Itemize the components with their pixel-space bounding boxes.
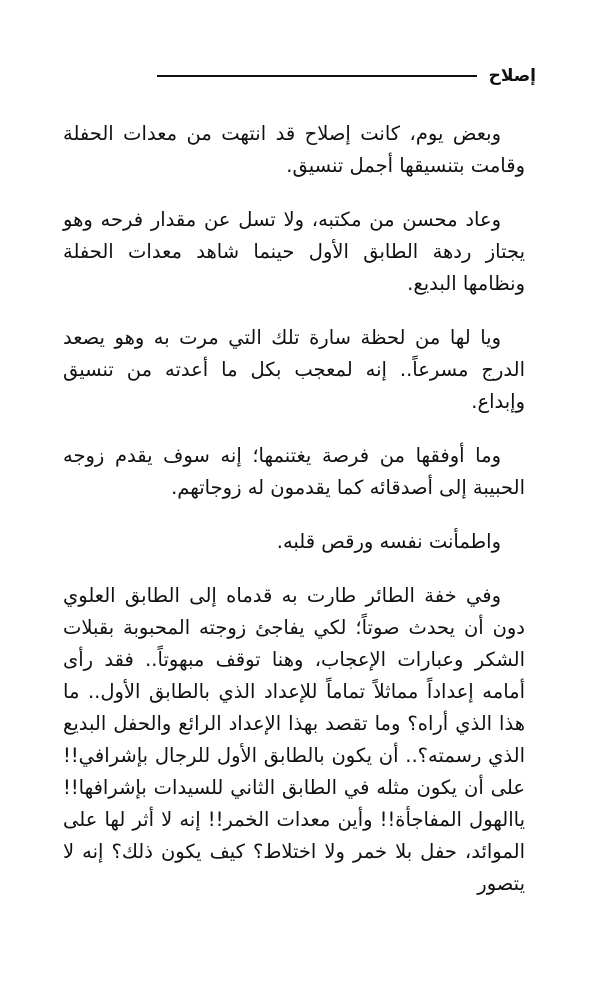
paragraph: واطمأنت نفسه ورقص قلبه. <box>276 530 501 553</box>
paragraph: وفي خفة الطائر طارت به قدماه إلى الطابق العلوي دون أن يحدث صوتاً؛ لكي يفاجئ زوجته المحبوبة بقبلات الشكر وعبارات الإعجاب، وهنا توقف مبهوتاً.. فقد رأى أمامه إعداداً مماثلاً تماماً للإعداد الذي بالطابق الأول.. ما هذا الذي أراه؟ وما تقصد بهذا الإعداد الرائع والحفل البديع الذي رسمته؟.. أن يكون بالطابق الأول للرجال بإشرافي!! على أن يكون مثله في الطابق الثاني للسيدات بإشرافها!! ياالهول المفاجأة!! وأين معدات الخمر!! إنه لا أثر لها على الموائد، حفل بلا خمر ولا اختلاط؟ كيف يكون ذلك؟ إنه لا يتصور <box>63 584 525 895</box>
body-text <box>63 118 525 922</box>
paragraph: ويا لها من لحظة سارة تلك التي مرت به وهو يصعد الدرج مسرعاً.. إنه لمعجب بكل ما أعدته من تنسيق وإبداع. <box>63 326 525 413</box>
paragraph: وبعض يوم، كانت إصلاح قد انتهت من معدات الحفلة وقامت بتنسيقها أجمل تنسيق. <box>63 122 525 177</box>
paragraph: وما أوفقها من فرصة يغتنمها؛ إنه سوف يقدم زوجه الحبيبة إلى أصدقائه كما يقدمون له زوجاتهم. <box>63 444 525 499</box>
running-header <box>56 62 536 90</box>
paragraph: وعاد محسن من مكتبه، ولا تسل عن مقدار فرحه وهو يجتاز ردهة الطابق الأول حينما شاهد معدات الحفلة ونظامها البديع. <box>63 208 525 295</box>
header-rule <box>157 75 477 77</box>
chapter-title: إصلاح <box>488 66 536 86</box>
